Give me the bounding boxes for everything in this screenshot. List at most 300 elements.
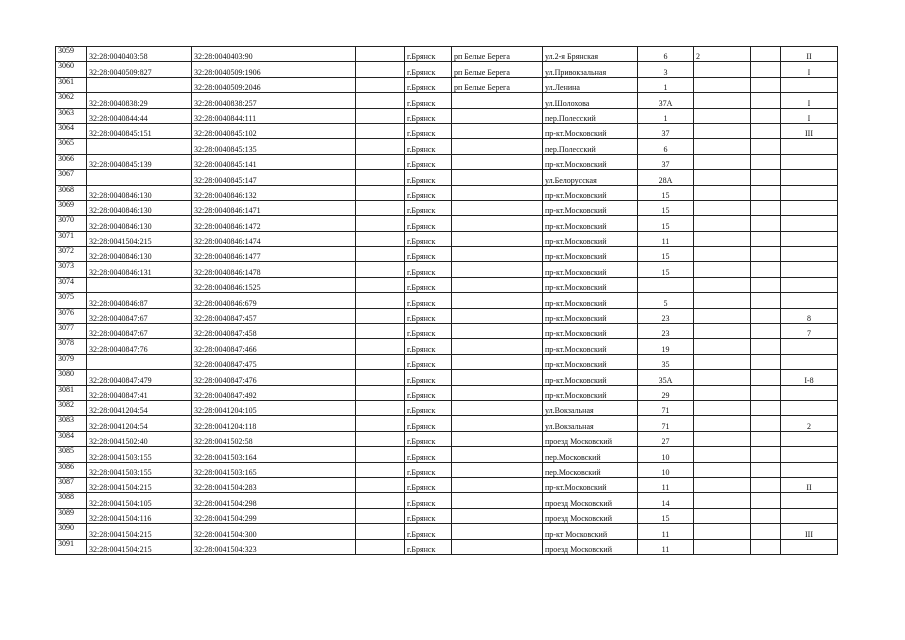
- table-row: [56, 508, 838, 523]
- city-cell: г.Брянск: [405, 247, 452, 262]
- row-number: 3081: [56, 385, 87, 400]
- blank-cell: [751, 431, 781, 446]
- building-cell: [694, 431, 751, 446]
- house-number-cell: 15: [638, 262, 694, 277]
- settlement-cell: [452, 462, 543, 477]
- blank-cell: [751, 416, 781, 431]
- cadastral-number-object: 32:28:0040846:1478: [192, 262, 356, 277]
- row-number: 3061: [56, 77, 87, 92]
- building-cell: [694, 385, 751, 400]
- street-cell: проезд Московский: [543, 539, 638, 554]
- property-register-table: [55, 46, 838, 555]
- building-cell: [694, 462, 751, 477]
- building-cell: [694, 185, 751, 200]
- premise-cell: [781, 77, 838, 92]
- settlement-cell: [452, 477, 543, 492]
- table-row: [56, 216, 838, 231]
- table-row: [56, 370, 838, 385]
- city-cell: г.Брянск: [405, 524, 452, 539]
- row-number: 3082: [56, 400, 87, 415]
- city-cell: г.Брянск: [405, 400, 452, 415]
- blank-cell: [751, 123, 781, 138]
- cadastral-number-object: 32:28:0040846:1474: [192, 231, 356, 246]
- cadastral-number-parcel: 32:28:0040847:67: [87, 308, 192, 323]
- house-number-cell: 28А: [638, 170, 694, 185]
- settlement-cell: [452, 293, 543, 308]
- blank-cell: [751, 62, 781, 77]
- cadastral-number-object: 32:28:0040846:1525: [192, 277, 356, 292]
- house-number-cell: 11: [638, 231, 694, 246]
- settlement-cell: рп Белые Берега: [452, 77, 543, 92]
- row-number: 3089: [56, 508, 87, 523]
- premise-cell: [781, 493, 838, 508]
- street-cell: пер.Полесский: [543, 108, 638, 123]
- city-cell: г.Брянск: [405, 416, 452, 431]
- table-body: [56, 47, 838, 555]
- row-number: 3085: [56, 447, 87, 462]
- house-number-cell: 11: [638, 524, 694, 539]
- building-cell: [694, 493, 751, 508]
- city-cell: г.Брянск: [405, 308, 452, 323]
- table-row: [56, 77, 838, 92]
- city-cell: г.Брянск: [405, 200, 452, 215]
- building-cell: [694, 339, 751, 354]
- city-cell: г.Брянск: [405, 508, 452, 523]
- cadastral-number-parcel: 32:28:0040846:130: [87, 216, 192, 231]
- blank-cell: [356, 293, 405, 308]
- row-number: 3091: [56, 539, 87, 554]
- table-row: [56, 524, 838, 539]
- city-cell: г.Брянск: [405, 47, 452, 62]
- premise-cell: I: [781, 62, 838, 77]
- city-cell: г.Брянск: [405, 293, 452, 308]
- house-number-cell: 10: [638, 462, 694, 477]
- cadastral-number-parcel: 32:28:0040403:58: [87, 47, 192, 62]
- table-row: [56, 539, 838, 554]
- street-cell: пр-кт.Московский: [543, 247, 638, 262]
- table-row: [56, 277, 838, 292]
- cadastral-number-object: 32:28:0041502:58: [192, 431, 356, 446]
- table-row: [56, 431, 838, 446]
- city-cell: г.Брянск: [405, 462, 452, 477]
- table-row: [56, 62, 838, 77]
- premise-cell: [781, 277, 838, 292]
- building-cell: [694, 508, 751, 523]
- building-cell: [694, 324, 751, 339]
- city-cell: г.Брянск: [405, 385, 452, 400]
- premise-cell: [781, 354, 838, 369]
- blank-cell: [356, 308, 405, 323]
- premise-cell: [781, 139, 838, 154]
- table-row: [56, 447, 838, 462]
- cadastral-number-parcel: 32:28:0040845:139: [87, 154, 192, 169]
- building-cell: [694, 154, 751, 169]
- cadastral-number-object: 32:28:0040838:257: [192, 93, 356, 108]
- house-number-cell: 14: [638, 493, 694, 508]
- blank-cell: [751, 539, 781, 554]
- blank-cell: [356, 508, 405, 523]
- house-number-cell: 11: [638, 539, 694, 554]
- house-number-cell: 1: [638, 77, 694, 92]
- table-row: [56, 170, 838, 185]
- cadastral-number-parcel: 32:28:0041204:54: [87, 416, 192, 431]
- cadastral-number-parcel: 32:28:0040844:44: [87, 108, 192, 123]
- blank-cell: [751, 93, 781, 108]
- blank-cell: [356, 108, 405, 123]
- blank-cell: [751, 293, 781, 308]
- cadastral-number-object: 32:28:0041504:283: [192, 477, 356, 492]
- cadastral-number-object: 32:28:0040403:90: [192, 47, 356, 62]
- city-cell: г.Брянск: [405, 139, 452, 154]
- city-cell: г.Брянск: [405, 216, 452, 231]
- blank-cell: [751, 154, 781, 169]
- settlement-cell: [452, 108, 543, 123]
- blank-cell: [356, 77, 405, 92]
- cadastral-number-parcel: 32:28:0040846:131: [87, 262, 192, 277]
- row-number: 3065: [56, 139, 87, 154]
- city-cell: г.Брянск: [405, 447, 452, 462]
- premise-cell: I-8: [781, 370, 838, 385]
- row-number: 3062: [56, 93, 87, 108]
- city-cell: г.Брянск: [405, 93, 452, 108]
- cadastral-number-parcel: 32:28:0041504:215: [87, 477, 192, 492]
- building-cell: [694, 447, 751, 462]
- cadastral-number-object: 32:28:0040844:111: [192, 108, 356, 123]
- cadastral-number-object: 32:28:0041504:298: [192, 493, 356, 508]
- premise-cell: [781, 231, 838, 246]
- city-cell: г.Брянск: [405, 477, 452, 492]
- blank-cell: [356, 477, 405, 492]
- building-cell: [694, 416, 751, 431]
- street-cell: пр-кт Московский: [543, 524, 638, 539]
- blank-cell: [751, 400, 781, 415]
- building-cell: [694, 216, 751, 231]
- city-cell: г.Брянск: [405, 324, 452, 339]
- blank-cell: [356, 247, 405, 262]
- blank-cell: [751, 385, 781, 400]
- cadastral-number-object: 32:28:0040846:1471: [192, 200, 356, 215]
- house-number-cell: 15: [638, 216, 694, 231]
- blank-cell: [356, 200, 405, 215]
- building-cell: [694, 308, 751, 323]
- house-number-cell: 29: [638, 385, 694, 400]
- city-cell: г.Брянск: [405, 231, 452, 246]
- cadastral-number-object: 32:28:0041504:323: [192, 539, 356, 554]
- cadastral-number-parcel: 32:28:0040847:67: [87, 324, 192, 339]
- settlement-cell: [452, 308, 543, 323]
- house-number-cell: 15: [638, 247, 694, 262]
- cadastral-number-object: 32:28:0040847:458: [192, 324, 356, 339]
- blank-cell: [751, 524, 781, 539]
- cadastral-number-parcel: 32:28:0041502:40: [87, 431, 192, 446]
- cadastral-number-parcel: 32:28:0041504:215: [87, 524, 192, 539]
- city-cell: г.Брянск: [405, 339, 452, 354]
- row-number: 3059: [56, 47, 87, 62]
- street-cell: проезд Московский: [543, 493, 638, 508]
- blank-cell: [356, 216, 405, 231]
- city-cell: г.Брянск: [405, 354, 452, 369]
- blank-cell: [356, 539, 405, 554]
- premise-cell: [781, 154, 838, 169]
- street-cell: пр-кт.Московский: [543, 293, 638, 308]
- row-number: 3073: [56, 262, 87, 277]
- house-number-cell: 15: [638, 508, 694, 523]
- settlement-cell: рп Белые Берега: [452, 62, 543, 77]
- building-cell: [694, 93, 751, 108]
- street-cell: ул.Вокзальная: [543, 416, 638, 431]
- blank-cell: [751, 170, 781, 185]
- row-number: 3076: [56, 308, 87, 323]
- row-number: 3087: [56, 477, 87, 492]
- building-cell: [694, 62, 751, 77]
- street-cell: пр-кт.Московский: [543, 354, 638, 369]
- premise-cell: III: [781, 524, 838, 539]
- blank-cell: [356, 185, 405, 200]
- cadastral-number-parcel: 32:28:0040846:130: [87, 200, 192, 215]
- table-row: [56, 185, 838, 200]
- blank-cell: [356, 154, 405, 169]
- settlement-cell: [452, 508, 543, 523]
- blank-cell: [356, 324, 405, 339]
- blank-cell: [751, 308, 781, 323]
- blank-cell: [356, 385, 405, 400]
- premise-cell: [781, 293, 838, 308]
- blank-cell: [356, 62, 405, 77]
- street-cell: пер.Полесский: [543, 139, 638, 154]
- building-cell: [694, 170, 751, 185]
- cadastral-number-object: 32:28:0041204:105: [192, 400, 356, 415]
- row-number: 3084: [56, 431, 87, 446]
- cadastral-number-parcel: 32:28:0040509:827: [87, 62, 192, 77]
- street-cell: ул.Шолохова: [543, 93, 638, 108]
- settlement-cell: [452, 170, 543, 185]
- table-row: [56, 308, 838, 323]
- blank-cell: [356, 400, 405, 415]
- settlement-cell: [452, 416, 543, 431]
- cadastral-number-object: 32:28:0041504:300: [192, 524, 356, 539]
- cadastral-number-object: 32:28:0040846:132: [192, 185, 356, 200]
- cadastral-number-object: 32:28:0040847:475: [192, 354, 356, 369]
- house-number-cell: 37: [638, 154, 694, 169]
- house-number-cell: 37: [638, 123, 694, 138]
- settlement-cell: рп Белые Берега: [452, 47, 543, 62]
- blank-cell: [751, 370, 781, 385]
- blank-cell: [751, 462, 781, 477]
- row-number: 3079: [56, 354, 87, 369]
- building-cell: [694, 123, 751, 138]
- settlement-cell: [452, 447, 543, 462]
- premise-cell: III: [781, 123, 838, 138]
- table-row: [56, 462, 838, 477]
- city-cell: г.Брянск: [405, 185, 452, 200]
- blank-cell: [356, 139, 405, 154]
- building-cell: [694, 231, 751, 246]
- cadastral-number-object: 32:28:0041204:118: [192, 416, 356, 431]
- table-row: [56, 247, 838, 262]
- premise-cell: [781, 539, 838, 554]
- house-number-cell: 37А: [638, 93, 694, 108]
- cadastral-number-parcel: [87, 170, 192, 185]
- row-number: 3070: [56, 216, 87, 231]
- cadastral-number-object: 32:28:0040847:492: [192, 385, 356, 400]
- building-cell: [694, 139, 751, 154]
- street-cell: пр-кт.Московский: [543, 216, 638, 231]
- blank-cell: [751, 108, 781, 123]
- city-cell: г.Брянск: [405, 170, 452, 185]
- street-cell: пер.Московский: [543, 462, 638, 477]
- premise-cell: [781, 385, 838, 400]
- blank-cell: [751, 477, 781, 492]
- building-cell: 2: [694, 47, 751, 62]
- settlement-cell: [452, 539, 543, 554]
- row-number: 3077: [56, 324, 87, 339]
- blank-cell: [751, 447, 781, 462]
- table-row: [56, 139, 838, 154]
- cadastral-number-parcel: 32:28:0041504:105: [87, 493, 192, 508]
- house-number-cell: 5: [638, 293, 694, 308]
- settlement-cell: [452, 400, 543, 415]
- premise-cell: 7: [781, 324, 838, 339]
- blank-cell: [356, 339, 405, 354]
- settlement-cell: [452, 493, 543, 508]
- house-number-cell: 23: [638, 324, 694, 339]
- premise-cell: [781, 185, 838, 200]
- building-cell: [694, 293, 751, 308]
- cadastral-number-parcel: 32:28:0041204:54: [87, 400, 192, 415]
- table-row: [56, 324, 838, 339]
- settlement-cell: [452, 154, 543, 169]
- street-cell: пр-кт.Московский: [543, 385, 638, 400]
- building-cell: [694, 247, 751, 262]
- settlement-cell: [452, 231, 543, 246]
- city-cell: г.Брянск: [405, 62, 452, 77]
- premise-cell: [781, 462, 838, 477]
- row-number: 3068: [56, 185, 87, 200]
- blank-cell: [751, 200, 781, 215]
- street-cell: пр-кт.Московский: [543, 231, 638, 246]
- premise-cell: [781, 216, 838, 231]
- row-number: 3083: [56, 416, 87, 431]
- cadastral-number-parcel: 32:28:0040846:130: [87, 185, 192, 200]
- row-number: 3066: [56, 154, 87, 169]
- blank-cell: [356, 524, 405, 539]
- settlement-cell: [452, 216, 543, 231]
- house-number-cell: [638, 277, 694, 292]
- blank-cell: [356, 354, 405, 369]
- house-number-cell: 71: [638, 416, 694, 431]
- settlement-cell: [452, 93, 543, 108]
- premise-cell: I: [781, 108, 838, 123]
- cadastral-number-parcel: [87, 139, 192, 154]
- settlement-cell: [452, 139, 543, 154]
- cadastral-number-parcel: 32:28:0040846:130: [87, 247, 192, 262]
- house-number-cell: 3: [638, 62, 694, 77]
- street-cell: пр-кт.Московский: [543, 262, 638, 277]
- settlement-cell: [452, 524, 543, 539]
- street-cell: ул.Белорусская: [543, 170, 638, 185]
- blank-cell: [751, 493, 781, 508]
- row-number: 3088: [56, 493, 87, 508]
- city-cell: г.Брянск: [405, 262, 452, 277]
- cadastral-number-parcel: 32:28:0040847:41: [87, 385, 192, 400]
- row-number: 3074: [56, 277, 87, 292]
- street-cell: пр-кт.Московский: [543, 185, 638, 200]
- street-cell: пр-кт.Московский: [543, 123, 638, 138]
- cadastral-number-object: 32:28:0040509:2046: [192, 77, 356, 92]
- city-cell: г.Брянск: [405, 431, 452, 446]
- settlement-cell: [452, 185, 543, 200]
- row-number: 3072: [56, 247, 87, 262]
- settlement-cell: [452, 262, 543, 277]
- blank-cell: [356, 170, 405, 185]
- building-cell: [694, 524, 751, 539]
- street-cell: пр-кт.Московский: [543, 154, 638, 169]
- house-number-cell: 15: [638, 200, 694, 215]
- row-number: 3067: [56, 170, 87, 185]
- building-cell: [694, 477, 751, 492]
- blank-cell: [751, 231, 781, 246]
- house-number-cell: 35: [638, 354, 694, 369]
- street-cell: пр-кт.Московский: [543, 370, 638, 385]
- blank-cell: [751, 262, 781, 277]
- row-number: 3063: [56, 108, 87, 123]
- city-cell: г.Брянск: [405, 77, 452, 92]
- street-cell: пер.Московский: [543, 447, 638, 462]
- settlement-cell: [452, 370, 543, 385]
- premise-cell: 2: [781, 416, 838, 431]
- table-row: [56, 416, 838, 431]
- cadastral-number-parcel: 32:28:0041504:215: [87, 231, 192, 246]
- blank-cell: [751, 47, 781, 62]
- house-number-cell: 23: [638, 308, 694, 323]
- table-row: [56, 493, 838, 508]
- house-number-cell: 6: [638, 139, 694, 154]
- table-row: [56, 400, 838, 415]
- row-number: 3090: [56, 524, 87, 539]
- cadastral-number-parcel: 32:28:0040845:151: [87, 123, 192, 138]
- cadastral-number-parcel: 32:28:0041503:155: [87, 462, 192, 477]
- settlement-cell: [452, 324, 543, 339]
- settlement-cell: [452, 247, 543, 262]
- blank-cell: [751, 247, 781, 262]
- blank-cell: [356, 47, 405, 62]
- cadastral-number-object: 32:28:0040845:141: [192, 154, 356, 169]
- blank-cell: [356, 370, 405, 385]
- street-cell: пр-кт.Московский: [543, 277, 638, 292]
- building-cell: [694, 539, 751, 554]
- cadastral-number-parcel: [87, 77, 192, 92]
- street-cell: пр-кт.Московский: [543, 308, 638, 323]
- building-cell: [694, 77, 751, 92]
- table-row: [56, 200, 838, 215]
- cadastral-number-parcel: 32:28:0040838:29: [87, 93, 192, 108]
- house-number-cell: 10: [638, 447, 694, 462]
- premise-cell: 8: [781, 308, 838, 323]
- row-number: 3069: [56, 200, 87, 215]
- street-cell: ул.Ленина: [543, 77, 638, 92]
- blank-cell: [751, 77, 781, 92]
- table-row: [56, 339, 838, 354]
- blank-cell: [356, 262, 405, 277]
- table-row: [56, 123, 838, 138]
- premise-cell: [781, 400, 838, 415]
- cadastral-number-object: 32:28:0040846:1477: [192, 247, 356, 262]
- table-row: [56, 262, 838, 277]
- blank-cell: [356, 93, 405, 108]
- premise-cell: II: [781, 47, 838, 62]
- street-cell: проезд Московский: [543, 431, 638, 446]
- premise-cell: [781, 262, 838, 277]
